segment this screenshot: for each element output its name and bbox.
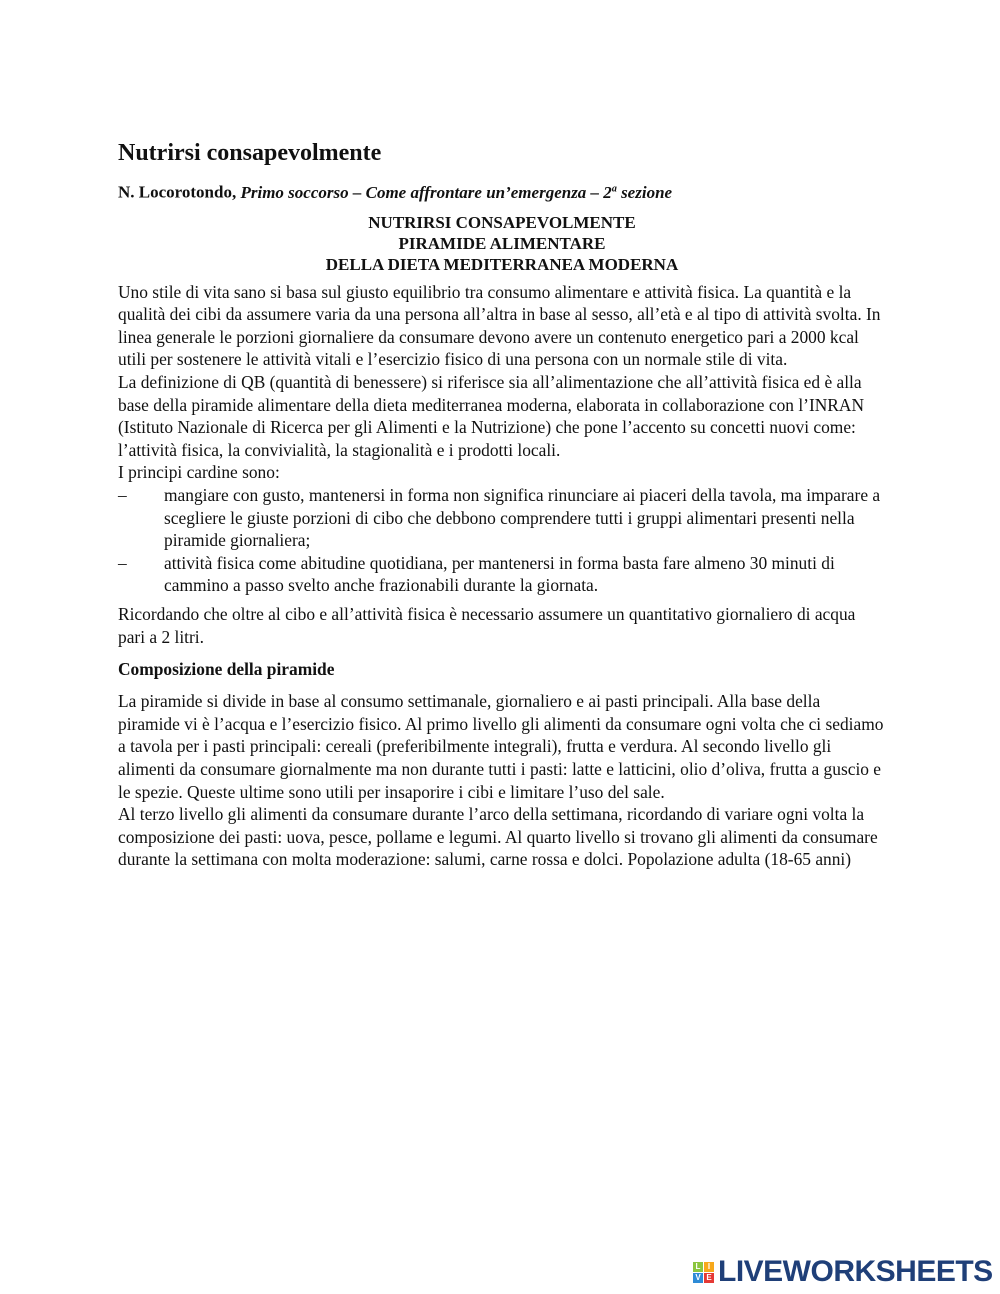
heading-line: NUTRIRSI CONSAPEVOLMENTE (368, 212, 636, 232)
dash-bullet: – (118, 552, 127, 573)
section-title: Composizione della piramide (118, 659, 335, 680)
citation-work-end: sezione (616, 182, 673, 202)
paragraph: La definizione di QB (quantità di benessere) si riferisce sia all’alimentazione che all’attività fisica ed è alla base della piramide alimentare della dieta mediterranea moderna, elaborata in collaborazione con l’INRAN (Istituto Nazionale di Ricerca per gli Alimenti e la Nutrizione) che pone l’accento su concetti nuovi come: l’attività fisica, la convivialità, la stagionalità e i prodotti locali. (118, 372, 865, 460)
dash-bullet: – (118, 485, 127, 505)
paragraph: I principi cardine sono: (118, 462, 280, 483)
logo-cube: I (704, 1262, 714, 1272)
centered-heading (118, 212, 886, 275)
paragraph: Uno stile di vita sano si basa sul giusto equilibrio tra consumo alimentare e attività fisica. La quantità e la qualità dei cibi da assumere varia da una persona all’altra in base al sesso, all’età e al tipo di attività svolta. In linea generale le porzioni giornaliere da consumare devono avere un contenuto energetico pari a 2000 kcal utili per sostenere le attività vitali e l’esercizio fisico di una persona con un normale stile di vita. (118, 281, 881, 370)
heading-line: DELLA DIETA MEDITERRANEA MODERNA (325, 254, 679, 274)
logo-cube: L (693, 1262, 703, 1272)
list-item (118, 552, 886, 597)
logo-cube: E (704, 1273, 714, 1283)
citation-author: N. Locorotondo, (118, 182, 237, 202)
paragraph: Al terzo livello gli alimenti da consumare durante l’arco della settimana, ricordando di variare ogni volta la composizione dei pasti: uova, pesce, pollame e legumi. Al quarto livello si trovano gli alimenti da consumare durante la settimana con molta moderazione: salumi, carne rossa e dolci. Popolazione adulta (18-65 anni) (118, 804, 878, 870)
logo-cube: V (693, 1273, 703, 1283)
citation-work: Primo soccorso – Come affrontare un’emergenza – 2 (240, 182, 612, 202)
document-page (118, 138, 886, 871)
list-item (118, 484, 886, 552)
paragraph: La piramide si divide in base al consumo settimanale, giornaliero e ai pasti principali. Alla base della piramide vi è l’acqua e l’esercizio fisico. Al primo livello gli alimenti da consumare ogni volta che ci sediamo a tavola per i pasti principali: cereali (preferibilmente integrali), frutta e verdura. Al secondo livello gli alimenti da consumare giornalmente ma non durante tutti i pasti: latte e latticini, olio d’oliva, frutta a guscio e le spezie. Queste ultime sono utili per insaporire i cibi e limitare l’uso del sale. (118, 691, 884, 802)
list-item-text: attività fisica come abitudine quotidiana, per mantenersi in forma basta fare almeno 30 minuti di cammino a passo svelto anche frazionabili durante la giornata. (164, 552, 835, 596)
liveworksheets-logo (693, 1255, 993, 1289)
paragraph: Ricordando che oltre al cibo e all’attività fisica è necessario assumere un quantitativo giornaliero di acqua pari a 2 litri. (118, 603, 856, 647)
logo-text: LIVEWORKSHEETS (718, 1255, 993, 1288)
heading-line: PIRAMIDE ALIMENTARE (398, 233, 606, 253)
document-title: Nutrirsi consapevolmente (118, 140, 382, 166)
citation-sup: a (611, 183, 617, 194)
principles-list (118, 484, 886, 597)
citation (118, 178, 886, 204)
list-item-text: mangiare con gusto, mantenersi in forma non significa rinunciare ai piaceri della tavola, ma imparare a scegliere le giuste porzioni di cibo che debbono comprendere tutti i gruppi alimentari presenti nella piramide giornaliera; (164, 485, 881, 551)
logo-cubes-icon (693, 1262, 714, 1283)
